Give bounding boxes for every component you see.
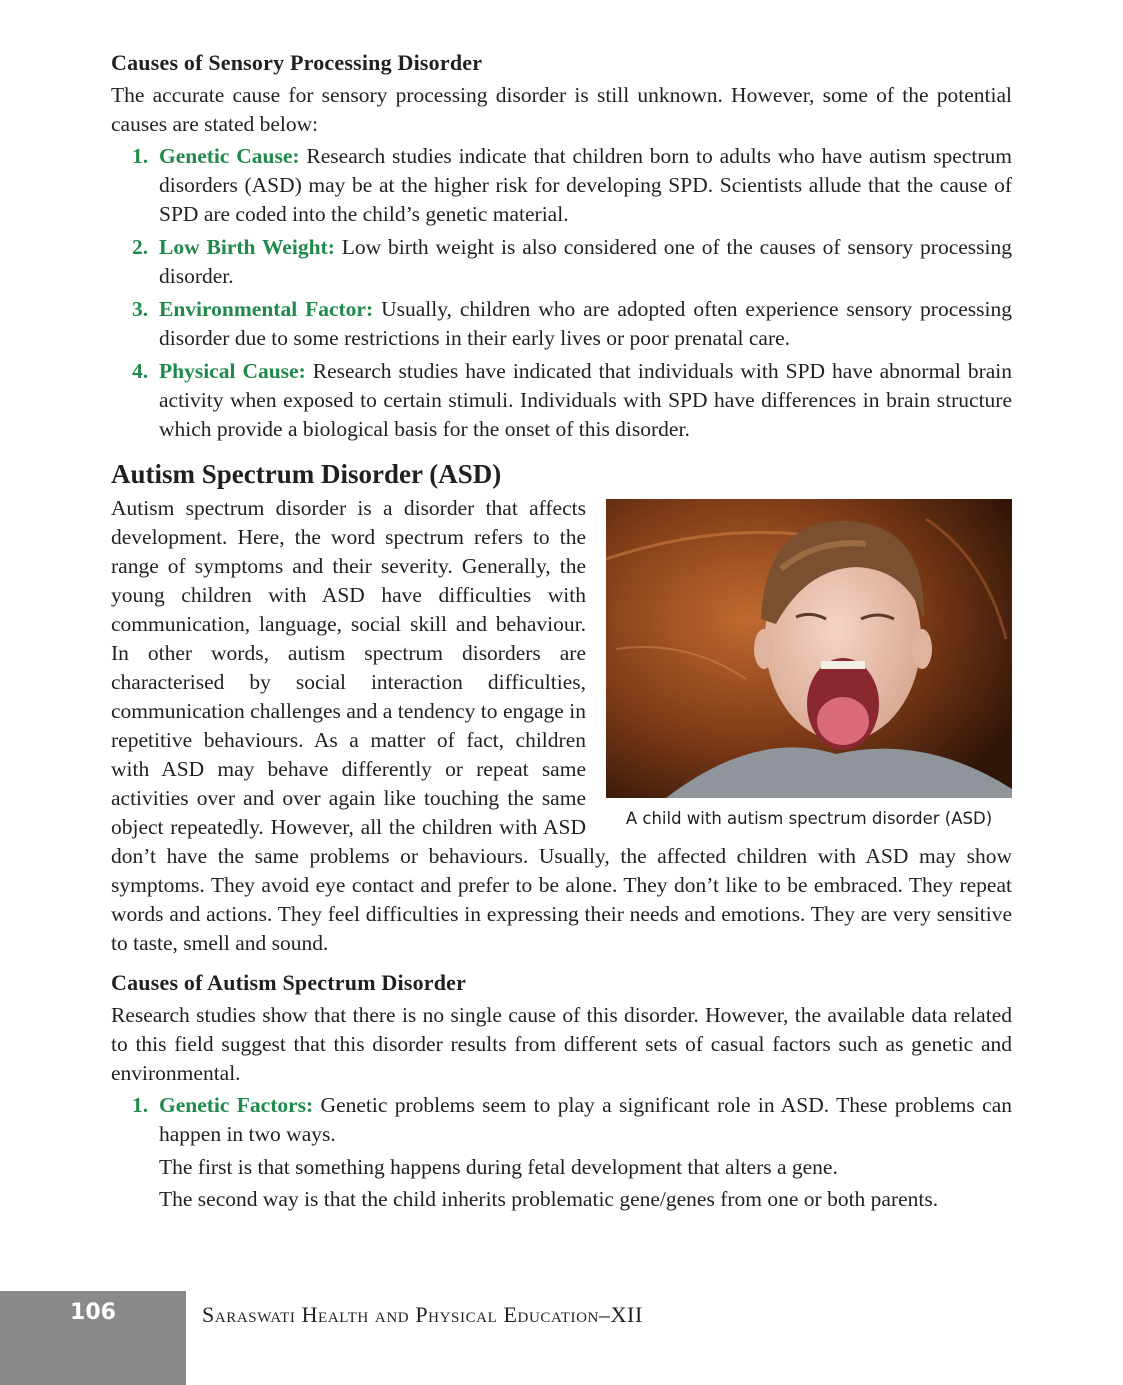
child-photo-illustration bbox=[606, 499, 1012, 798]
list-text: Low birth weight is also considered one of the causes of sensory processing disorder. bbox=[159, 235, 1013, 288]
list-item bbox=[111, 233, 1012, 291]
section-heading-spd-causes: Causes of Sensory Processing Disorder bbox=[111, 50, 483, 75]
list-text: Usually, children who are adopted often experience sensory processing disorder due to some restrictions in their early lives or poor prenatal care. bbox=[159, 297, 1012, 350]
list-term: Genetic Cause: bbox=[159, 144, 300, 168]
list-number: 1. bbox=[132, 1093, 149, 1117]
list-term: Physical Cause: bbox=[159, 359, 306, 383]
running-title: Saraswati Health and Physical Education–XII bbox=[202, 1302, 643, 1327]
list-term: Genetic Factors: bbox=[159, 1093, 314, 1117]
genetic-way-one: The first is that something happens during fetal development that alters a gene. bbox=[159, 1155, 838, 1179]
figure-caption: A child with autism spectrum disorder (ASD) bbox=[625, 809, 993, 828]
spd-intro-paragraph: The accurate cause for sensory processing disorder is still unknown. However, some of the potential causes are stated below: bbox=[111, 83, 1012, 136]
list-number: 1. bbox=[132, 144, 149, 168]
section-heading-asd-causes: Causes of Autism Spectrum Disorder bbox=[111, 970, 467, 995]
list-item bbox=[111, 357, 1012, 444]
genetic-way-two: The second way is that the child inherits problematic gene/genes from one or both parents. bbox=[159, 1187, 939, 1211]
spd-causes-list bbox=[111, 142, 1012, 444]
page-content bbox=[111, 48, 1012, 1214]
list-text: Genetic problems seem to play a significant role in ASD. These problems can happen in two ways. bbox=[159, 1093, 1012, 1146]
list-item bbox=[111, 1091, 1012, 1149]
list-text: Research studies indicate that children born to adults who have autism spectrum disorders (ASD) may be at the higher risk for developing SPD. Scientists allude that the cause of SPD are coded into the child’s genetic material. bbox=[159, 144, 1012, 226]
asd-causes-list bbox=[111, 1091, 1012, 1149]
page-number: 106 bbox=[70, 1300, 116, 1325]
list-item bbox=[111, 295, 1012, 353]
section-heading-asd: Autism Spectrum Disorder (ASD) bbox=[111, 459, 502, 489]
asd-causes-intro: Research studies show that there is no single cause of this disorder. However, the available data related to this field suggest that this disorder results from different sets of casual factors such as genetic and environmental. bbox=[111, 1003, 1012, 1085]
child-photo bbox=[606, 499, 1012, 798]
list-item bbox=[111, 142, 1012, 229]
list-number: 3. bbox=[132, 297, 149, 321]
list-number: 2. bbox=[132, 235, 149, 259]
list-text: Research studies have indicated that individuals with SPD have abnormal brain activity when exposed to certain stimuli. Individuals with SPD have differences in brain structure which provide a biological basis for the onset of this disorder. bbox=[159, 359, 1012, 441]
list-number: 4. bbox=[132, 359, 149, 383]
list-term: Environmental Factor: bbox=[159, 297, 374, 321]
asd-paragraph: Autism spectrum disorder is a disorder that affects development. Here, the word spectrum refers to the range of symptoms and their severity. Generally, the young children with ASD have difficulties with communication, language, social skill and behaviour. In other words, autism spectrum disorders are characterised by social interaction difficulties, communication challenges and a tendency to engage in repetitive behaviours. As a matter of fact, children with ASD may behave differently or repeat same activities over and over again like touching the same object repeatedly. However, all the children with ASD don’t have the same problems or behaviours. Usually, the affected children with ASD may show symptoms. They avoid eye contact and prefer to be alone. They don’t like to be embraced. They repeat words and actions. They feel difficulties in expressing their needs and emotions. They are very sensitive to taste, smell and sound. bbox=[111, 496, 1012, 955]
asd-figure bbox=[606, 499, 1012, 830]
list-term: Low Birth Weight: bbox=[159, 235, 335, 259]
